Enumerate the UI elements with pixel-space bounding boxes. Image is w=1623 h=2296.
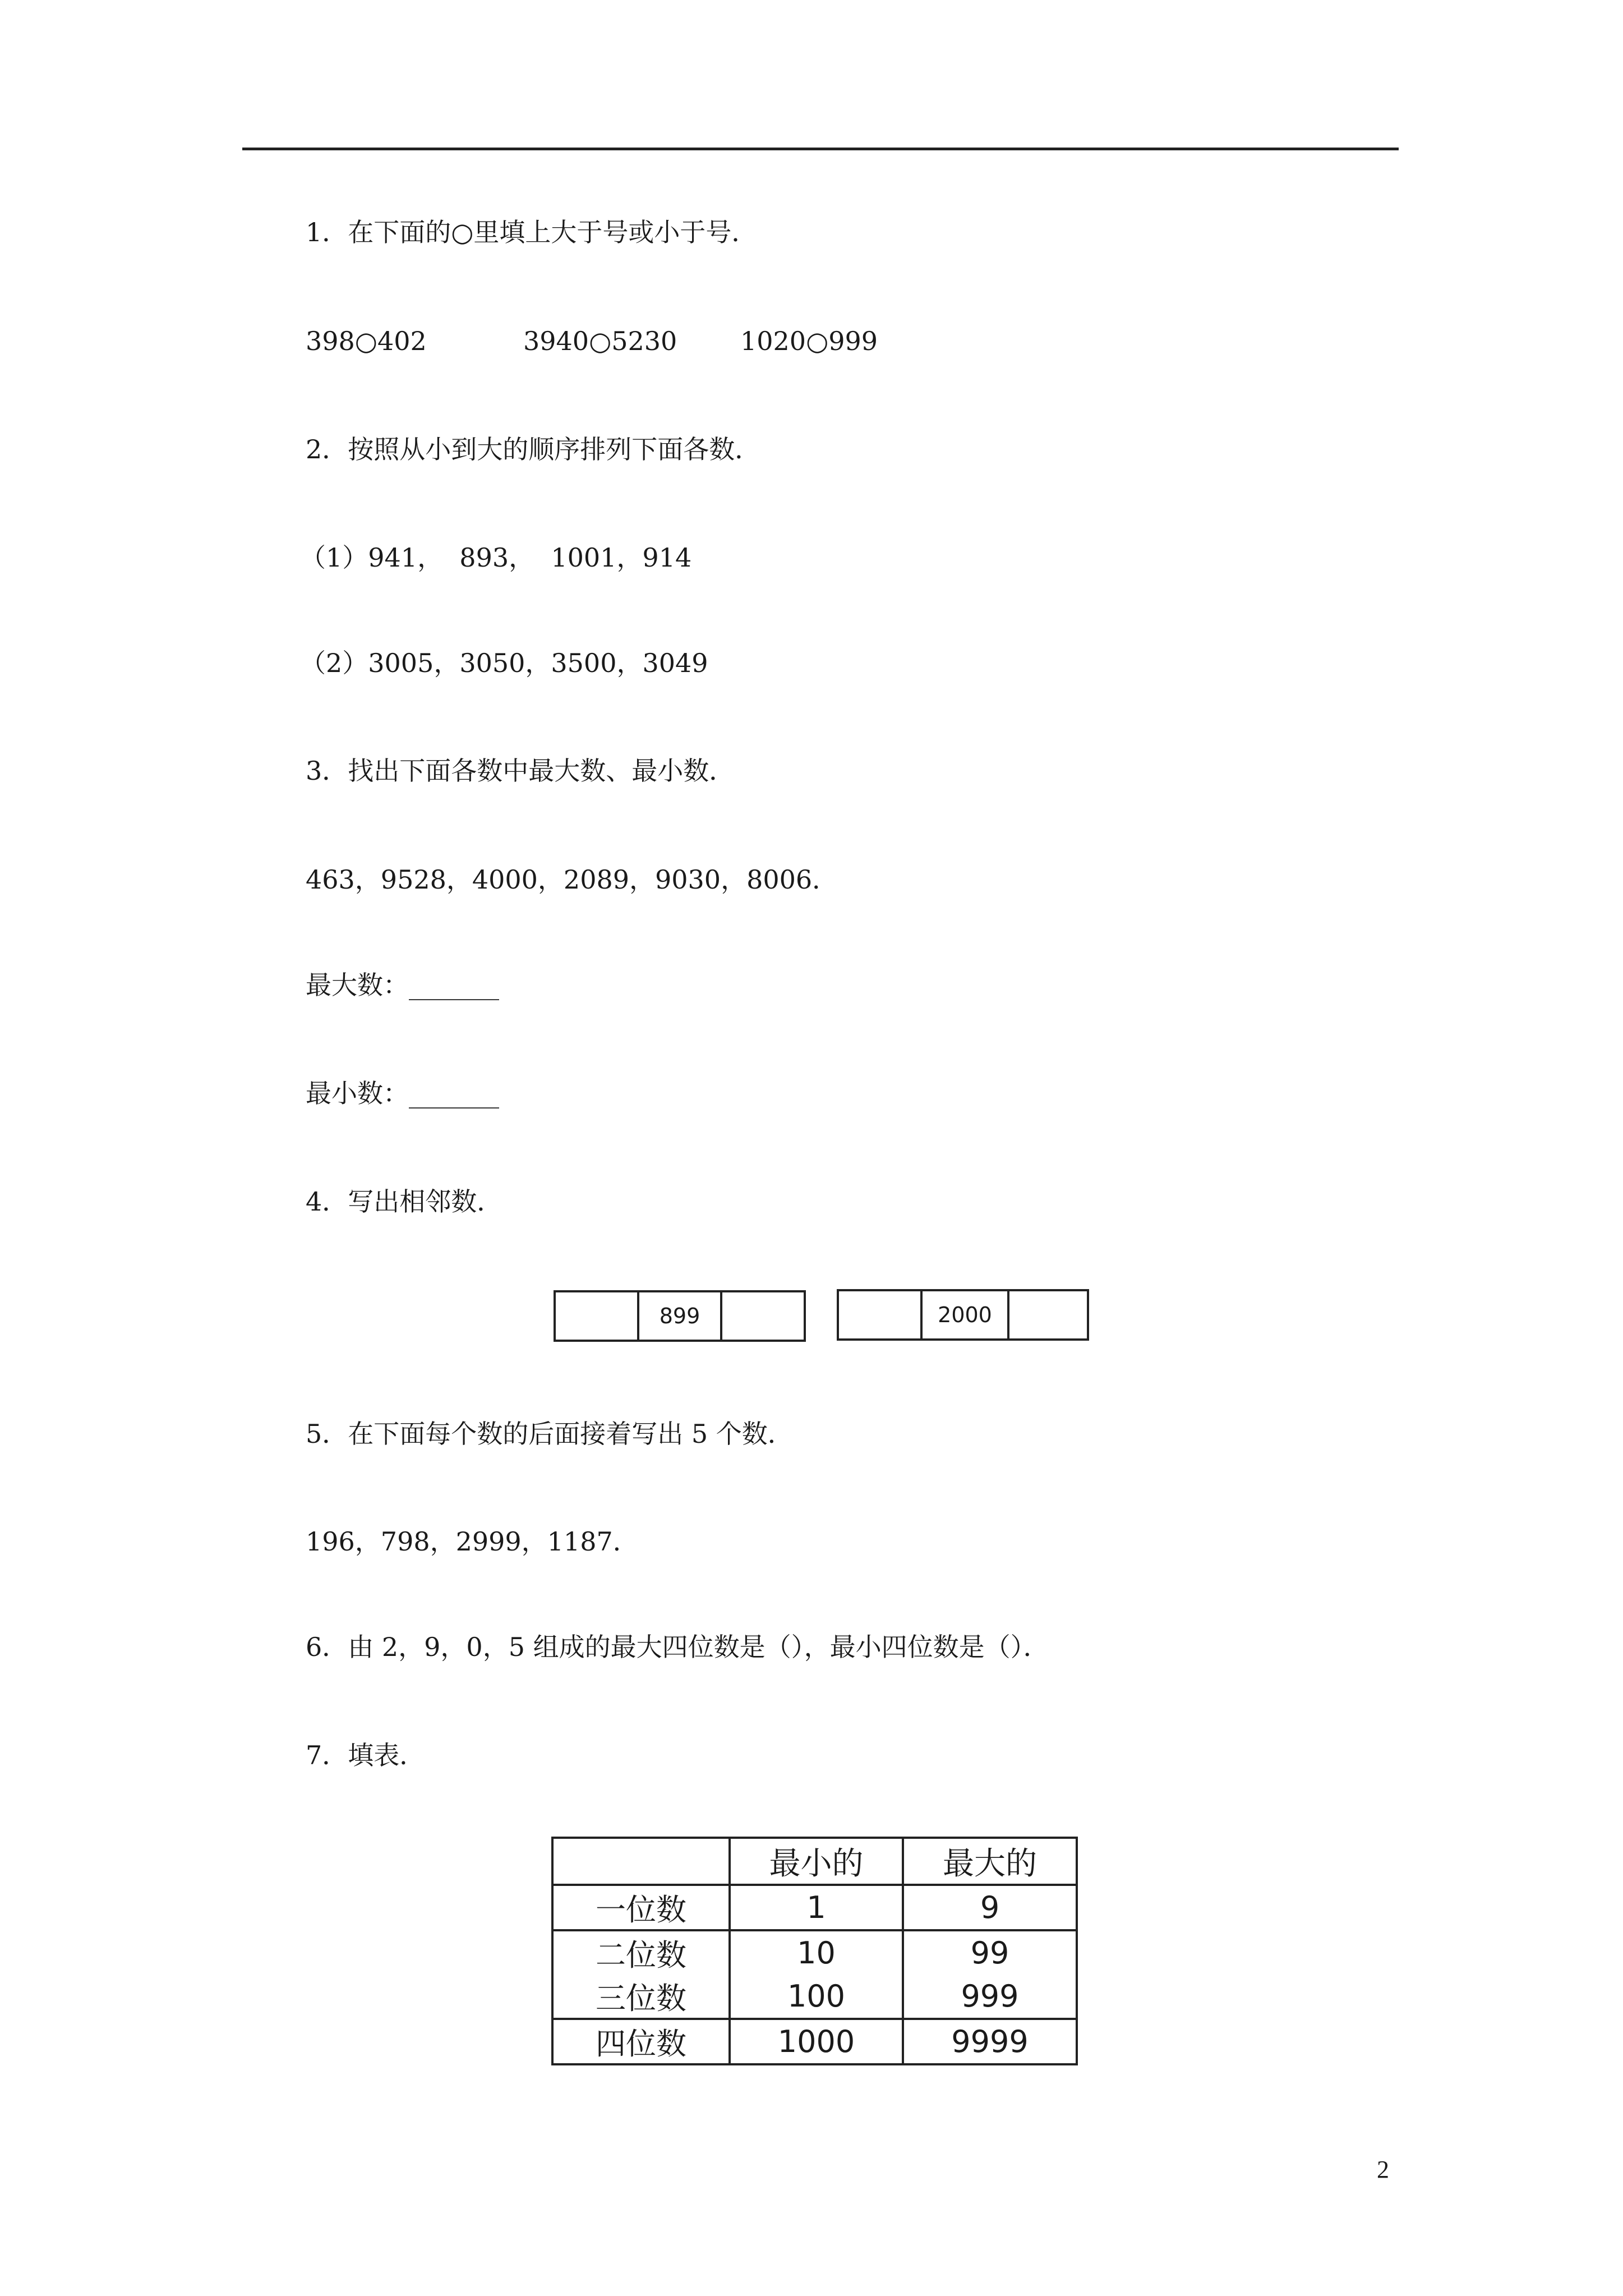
neighbor-box-2000-middle: 2000	[920, 1291, 1007, 1338]
table-header-row	[552, 1838, 1077, 1885]
neighbor-box-2000-right[interactable]	[1007, 1291, 1087, 1338]
max-label: 最大数：	[306, 970, 409, 1000]
question-1-item-3: 1020○999	[740, 326, 878, 356]
table-cell: 999	[903, 1975, 1077, 2019]
question-3-numbers: 463，9528，4000，2089，9030，8006．	[306, 864, 838, 895]
min-label: 最小数：	[306, 1078, 409, 1108]
neighbor-box-899-middle: 899	[637, 1292, 720, 1340]
question-6-title: 6．由 2，9，0，5 组成的最大四位数是（），最小四位数是（）．	[306, 1632, 1049, 1662]
table-cell: 99	[903, 1930, 1077, 1975]
table-cell: 9999	[903, 2019, 1077, 2064]
table-cell: 100	[730, 1975, 903, 2019]
question-3-min-row	[306, 1076, 499, 1110]
table-cell: 9	[903, 1885, 1077, 1930]
min-answer-blank[interactable]: _______	[409, 1078, 499, 1108]
table-row	[552, 2019, 1077, 2064]
table-cell: 一位数	[552, 1885, 730, 1930]
table-row	[552, 1975, 1077, 2019]
header-rule	[242, 148, 1399, 150]
max-answer-blank[interactable]: _______	[409, 970, 499, 1000]
table-row	[552, 1930, 1077, 1975]
page-number: 2	[1377, 2156, 1389, 2183]
table-cell: 1	[730, 1885, 903, 1930]
neighbor-box-899	[554, 1290, 806, 1342]
question-1-item-1: 398○402	[306, 326, 427, 356]
question-2-part-1: （1）941， 893， 1001，914	[300, 542, 692, 573]
table-header-cell: 最小的	[730, 1838, 903, 1885]
table-cell: 四位数	[552, 2019, 730, 2064]
question-3-title: 3．找出下面各数中最大数、最小数．	[306, 756, 735, 786]
table-cell: 三位数	[552, 1975, 730, 2019]
question-3-max-row	[306, 968, 499, 1002]
place-value-table	[551, 1837, 1078, 2065]
table-header-cell	[552, 1838, 730, 1885]
question-2-part-2: （2）3005，3050，3500，3049	[300, 648, 708, 678]
table-cell: 1000	[730, 2019, 903, 2064]
neighbor-box-2000-left[interactable]	[839, 1291, 920, 1338]
question-1-item-2: 3940○5230	[523, 326, 677, 356]
question-4-title: 4．写出相邻数．	[306, 1186, 503, 1217]
neighbor-box-899-left[interactable]	[556, 1292, 637, 1340]
table-cell: 二位数	[552, 1930, 730, 1975]
table-cell: 10	[730, 1930, 903, 1975]
table-header-cell: 最大的	[903, 1838, 1077, 1885]
question-2-title: 2．按照从小到大的顺序排列下面各数．	[306, 434, 761, 464]
question-7-title: 7．填表．	[306, 1740, 426, 1770]
neighbor-box-2000	[837, 1289, 1089, 1341]
question-5-numbers: 196，798，2999，1187．	[306, 1526, 639, 1557]
question-1-title: 1．在下面的○里填上大于号或小于号．	[306, 217, 758, 247]
neighbor-box-899-right[interactable]	[720, 1292, 804, 1340]
question-5-title: 5．在下面每个数的后面接着写出 5 个数．	[306, 1419, 794, 1449]
table-row	[552, 1885, 1077, 1930]
